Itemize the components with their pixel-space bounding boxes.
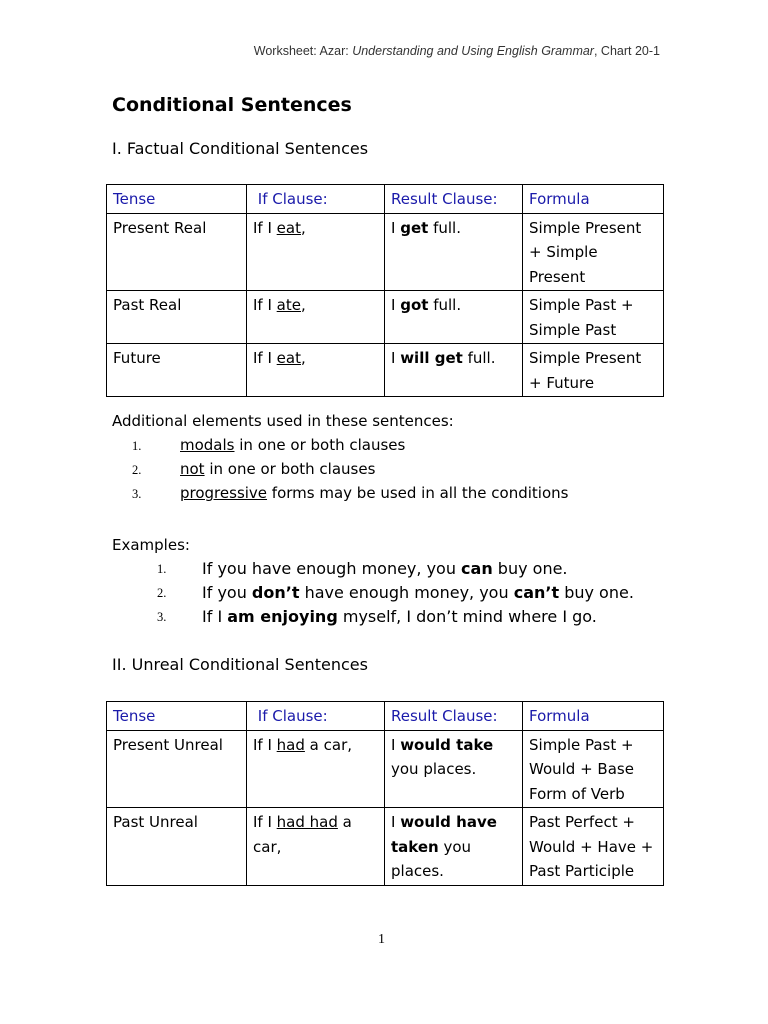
if-clause-cell: If I eat,: [247, 344, 385, 397]
tense-cell: Present Unreal: [107, 730, 247, 808]
table-header-row: [107, 185, 664, 214]
unreal-conditionals-table: [106, 701, 664, 886]
formula-cell: Simple Past + Simple Past: [523, 291, 664, 344]
if-clause-cell: If I ate,: [247, 291, 385, 344]
result-clause-cell: I will get full.: [385, 344, 523, 397]
if-clause-cell: If I eat,: [247, 213, 385, 291]
column-header: If Clause:: [247, 185, 385, 214]
table-row: [107, 808, 664, 886]
if-clause-cell: If I had a car,: [247, 730, 385, 808]
header-prefix: Worksheet: Azar:: [253, 44, 353, 58]
examples-block: [112, 533, 634, 629]
table-row: [107, 213, 664, 291]
table-row: [107, 291, 664, 344]
if-clause-cell: If I had had a car,: [247, 808, 385, 886]
tense-cell: Past Real: [107, 291, 247, 344]
column-header: Result Clause:: [385, 702, 523, 731]
result-clause-cell: I would have taken you places.: [385, 808, 523, 886]
factual-conditionals-table: [106, 184, 664, 397]
header-book-title: Understanding and Using English Grammar: [352, 44, 594, 58]
list-item: 1. modals in one or both clauses: [132, 436, 406, 454]
document-title: Conditional Sentences: [112, 94, 352, 116]
column-header: If Clause:: [247, 702, 385, 731]
tense-cell: Future: [107, 344, 247, 397]
formula-cell: Simple Present + Future: [523, 344, 664, 397]
column-header: Formula: [523, 185, 664, 214]
tense-cell: Present Real: [107, 213, 247, 291]
additional-elements-block: [112, 409, 568, 505]
examples-intro: Examples:: [112, 536, 190, 554]
list-item: 3. progressive forms may be used in all the conditions: [132, 484, 569, 502]
formula-cell: Simple Past + Would + Base Form of Verb: [523, 730, 664, 808]
table-header-row: [107, 702, 664, 731]
list-item: 2. not in one or both clauses: [132, 460, 376, 478]
column-header: Result Clause:: [385, 185, 523, 214]
list-item: 2. If you don’t have enough money, you can’t buy one.: [157, 583, 634, 602]
list-item: 1. If you have enough money, you can buy one.: [157, 559, 568, 578]
tense-cell: Past Unreal: [107, 808, 247, 886]
result-clause-cell: I got full.: [385, 291, 523, 344]
table-row: [107, 344, 664, 397]
header-suffix: , Chart 20-1: [593, 44, 660, 58]
result-clause-cell: I would take you places.: [385, 730, 523, 808]
section-2-heading: II. Unreal Conditional Sentences: [112, 655, 368, 674]
column-header: Tense: [107, 702, 247, 731]
additional-elements-intro: Additional elements used in these sentences:: [112, 412, 454, 430]
formula-cell: Simple Present + Simple Present: [523, 213, 664, 291]
formula-cell: Past Perfect + Would + Have + Past Participle: [523, 808, 664, 886]
examples-list: [112, 557, 634, 629]
column-header: Formula: [523, 702, 664, 731]
list-item: 3. If I am enjoying myself, I don’t mind where I go.: [157, 607, 597, 626]
result-clause-cell: I get full.: [385, 213, 523, 291]
page-header: [254, 44, 660, 58]
column-header: Tense: [107, 185, 247, 214]
section-1-heading: I. Factual Conditional Sentences: [112, 139, 369, 158]
page-number: 1: [378, 932, 385, 947]
additional-elements-list: [112, 433, 568, 505]
table-row: [107, 730, 664, 808]
